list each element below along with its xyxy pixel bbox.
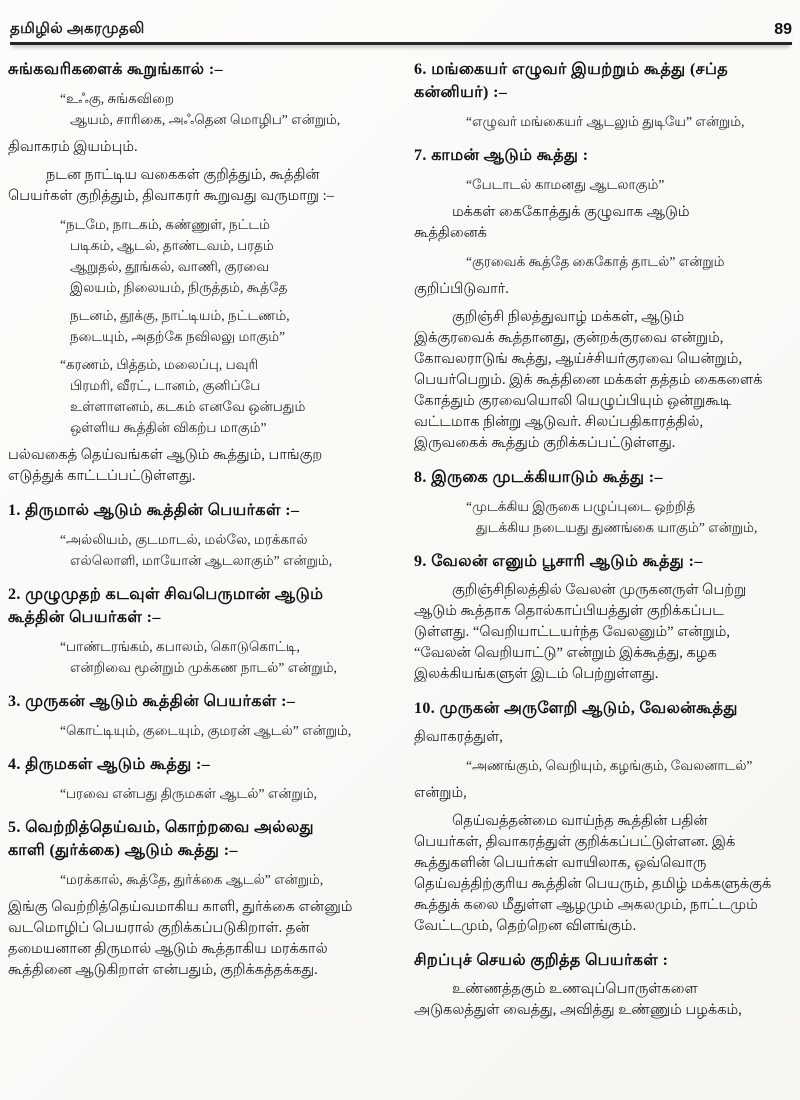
page-number: 89: [774, 21, 792, 38]
quote-line: “நடமே, நாடகம், கண்ணுள், நட்டம்: [60, 217, 271, 232]
body-line: வடமொழிப் பெயரால் குறிக்கப்படுகிறாள். தன்: [8, 920, 310, 936]
body-block: [8, 137, 388, 158]
heading-line: சுங்கவரிகளைக் கூறுங்கால் :–: [8, 61, 224, 78]
heading-block: [8, 58, 388, 81]
heading-block: [8, 583, 388, 629]
quote-line: என்றிவை மூன்றும் முக்கண நாடல்” என்றும்,: [70, 660, 337, 675]
quote-line: நடனம், தூக்கு, நாட்டியம், நட்டணம்,: [70, 308, 290, 323]
body-line: குறிஞ்சி நிலத்துவாழ் மக்கள், ஆடும்: [452, 309, 685, 325]
heading-block: [414, 58, 794, 104]
body-line: தெய்வத்தன்மை வாய்ந்த கூத்தின் பதின்: [452, 813, 708, 829]
heading-block: [8, 816, 388, 862]
quote-block: [414, 755, 794, 776]
heading-line: கூத்தின் பெயர்கள் :–: [8, 609, 161, 626]
heading-line: 6. மங்கையர் எழுவர் இயற்றும் கூத்து (சப்த: [414, 61, 729, 78]
body-line: திவாகரம் இயம்பும்.: [8, 139, 138, 155]
quote-line: துடக்கிய நடையது துணங்கை யாகும்” என்றும்,: [476, 520, 758, 535]
quote-line: ஆறுதல், தூங்கல், வாணி, குரவை: [70, 259, 270, 274]
heading-block: [8, 753, 388, 776]
body-line: இலக்கியங்களுள் இடம் பெற்றுள்ளது.: [414, 666, 659, 682]
quote-line: படிகம், ஆடல், தாண்டவம், பரதம்: [70, 238, 274, 253]
body-line: நடன நாட்டிய வகைகள் குறித்தும், கூத்தின்: [46, 167, 320, 183]
heading-line: 2. முழுமுதற் கடவுள் சிவபெருமான் ஆடும்: [8, 586, 324, 603]
body-line: கூத்துக் கலை மீதுள்ள ஆழமும் அகலமும், நாட்டமும்: [414, 897, 758, 913]
quote-block: [414, 496, 794, 538]
body-line: குறிப்பிடுவார்.: [414, 281, 509, 297]
quote-line: “மரக்கால், கூத்தே, துர்க்கை ஆடல்” என்றும்,: [60, 872, 324, 887]
quote-line: ஒள்ளிய கூத்தின் விகற்ப மாகும்”: [70, 420, 267, 435]
heading-block: [414, 466, 794, 489]
body-block: [8, 445, 388, 487]
body-line: கோவலராடுங் கூத்து, ஆய்ச்சியர்குரவை யென்றும்,: [414, 351, 743, 367]
quote-line: ஆயம், சாரிகை, அஃதென மொழிப” என்றும்,: [70, 112, 341, 127]
quote-line: “முடக்கிய இருகை பழுப்புடை ஒற்றித்: [466, 499, 696, 514]
body-block: [414, 783, 794, 804]
body-line: இக்குரவைக் கூத்தானது, குன்றக்குரவை என்றும்,: [414, 330, 724, 346]
quote-block: [8, 636, 388, 678]
body-line: கூத்துகளின் பெயர்கள் வாயிலாக, ஒவ்வொரு: [414, 855, 707, 871]
heading-line: கன்னியர்) :–: [414, 84, 508, 101]
quote-line: பிரமரி, வீரட், டானம், குனிப்பே: [70, 378, 261, 393]
right-column: [414, 56, 794, 1098]
quote-line: நடையும், அதற்கே நவிலலு மாகும்”: [70, 329, 286, 344]
body-line: அடுகலத்துள் வைத்து, அவித்து உண்ணும் பழக்கம்,: [414, 1002, 742, 1018]
body-line: பெயர்பெறும். இக் கூத்தினை மக்கள் தத்தம் கைகளைக்: [414, 372, 763, 388]
body-line: உண்ணத்தகும் உணவுப்பொருள்களை: [452, 981, 698, 997]
body-line: வேட்டமும், தெற்றென விளங்கும்.: [414, 918, 637, 934]
quote-block: [8, 214, 388, 298]
heading-block: [414, 949, 794, 972]
body-line: திவாகரத்துள்,: [414, 729, 503, 745]
quote-line: “பரவை என்பது திருமகள் ஆடல்” என்றும்,: [60, 786, 318, 801]
body-line: குறிஞ்சிநிலத்தில் வேலன் முருகனருள் பெற்று: [452, 582, 747, 598]
body-block: [414, 727, 794, 748]
quote-block: [8, 354, 388, 438]
quote-line: “பேடாடல் காமனது ஆடலாகும்”: [466, 177, 665, 192]
quote-block: [8, 869, 388, 890]
body-line: பெயர்கள், திவாகரத்துள் குறிக்கப்பட்டுள்ளன. இக்: [414, 834, 736, 850]
heading-line: 5. வெற்றித்தெய்வம், கொற்றவை அல்லது: [8, 819, 314, 836]
body-line: கூத்தினைக்: [414, 225, 487, 241]
heading-line: சிறப்புச் செயல் குறித்த பெயர்கள் :: [414, 952, 669, 969]
heading-block: [414, 697, 794, 720]
heading-block: [8, 499, 388, 522]
quote-line: “குரவைக் கூத்தே கைகோத் தாடல்” என்றும்: [466, 254, 725, 269]
body-line: கோத்தும் குரவையொலி யெழுப்பியும் ஒன்றுகூடி: [414, 393, 732, 409]
quote-line: “எழுவர் மங்கையர் ஆடலும் துடியே” என்றும்,: [466, 114, 745, 129]
heading-block: [414, 144, 794, 167]
text-columns: [8, 56, 794, 1098]
quote-line: உள்ளாளனம், கடகம் எனவே ஒன்பதும்: [70, 399, 306, 414]
quote-block: [414, 251, 794, 272]
quote-line: “அல்லியம், குடமாடல், மல்லே, மரக்கால்: [60, 532, 308, 547]
heading-line: 10. முருகன் அருளேறி ஆடும், வேலன்கூத்து: [414, 700, 738, 717]
body-line: பெயர்கள் குறித்தும், திவாகரர் கூறுவது வருமாறு :–: [8, 188, 334, 204]
heading-line: 9. வேலன் எனும் பூசாரி ஆடும் கூத்து :–: [414, 553, 703, 570]
body-block: [414, 811, 794, 937]
quote-line: “அணங்கும், வெறியும், கழங்கும், வேலனாடல்”: [466, 758, 753, 773]
quote-line: “பாண்டரங்கம், கபாலம், கொடுகொட்டி,: [60, 639, 300, 654]
body-line: ஆடும் கூத்தாக தொல்காப்பியத்துள் குறிக்கப்பட: [414, 603, 724, 619]
quote-line: “கொட்டியும், குடையும், குமரன் ஆடல்” என்றும்,: [60, 723, 352, 738]
body-line: தெய்வத்திற்குரிய கூத்தின் பெயரும், தமிழ் மக்களுக்குக்: [414, 876, 772, 892]
running-title: தமிழில் அகரமுதலி: [10, 21, 145, 37]
heading-line: 3. முருகன் ஆடும் கூத்தின் பெயர்கள் :–: [8, 693, 296, 710]
body-line: தமையனான திருமால் ஆடும் கூத்தாகிய மரக்கால்: [8, 941, 328, 957]
quote-block: [414, 111, 794, 132]
body-block: [414, 202, 794, 244]
quote-line: “கரணம், பித்தம், மலைப்பு, பவுரி: [60, 357, 259, 372]
quote-block: [8, 305, 388, 347]
body-line: மக்கள் கைகோத்துக் குழுவாக ஆடும்: [452, 204, 690, 220]
body-line: இருவகைக் கூத்தும் குறிக்கப்பட்டுள்ளது.: [414, 435, 676, 451]
body-line: கூத்தினை ஆடுகிறாள் என்பதும், குறிக்கத்தக்கது.: [8, 962, 318, 978]
body-block: [414, 979, 794, 1021]
quote-line: “உஃகு, சுங்கவிறை: [60, 91, 175, 106]
body-line: பல்வகைத் தெய்வங்கள் ஆடும் கூத்தும், பாங்குற: [8, 447, 323, 463]
body-line: எடுத்துக் காட்டப்பட்டுள்ளது.: [8, 468, 196, 484]
quote-block: [8, 720, 388, 741]
quote-block: [414, 174, 794, 195]
left-column: [8, 56, 388, 1098]
quote-line: இலயம், நிலையம், நிருத்தம், கூத்தே: [70, 280, 288, 295]
heading-line: 7. காமன் ஆடும் கூத்து :: [414, 147, 589, 164]
page-header: [10, 20, 792, 45]
body-line: டுள்ளது. “வெறியாட்டயர்ந்த வேலனும்” என்றும்,: [414, 624, 731, 640]
body-block: [8, 165, 388, 207]
heading-line: 4. திருமகள் ஆடும் கூத்து :–: [8, 756, 211, 773]
quote-block: [8, 529, 388, 571]
heading-line: 8. இருகை முடக்கியாடும் கூத்து :–: [414, 469, 663, 486]
body-block: [414, 279, 794, 300]
heading-line: 1. திருமால் ஆடும் கூத்தின் பெயர்கள் :–: [8, 502, 300, 519]
quote-block: [8, 783, 388, 804]
quote-line: எல்லொளி, மாயோன் ஆடலாகும்” என்றும்,: [70, 553, 333, 568]
body-line: வட்டமாக நின்று ஆடுவர். சிலப்பதிகாரத்தில்,: [414, 414, 704, 430]
heading-block: [414, 550, 794, 573]
body-line: இங்கு வெற்றித்தெய்வமாகிய காளி, துர்க்கை என்னும்: [8, 899, 353, 915]
quote-block: [8, 88, 388, 130]
body-line: “வேலன் வெறியாட்டு” என்றும் இக்கூத்து, கழக: [414, 645, 717, 661]
heading-block: [8, 690, 388, 713]
heading-line: காளி (துர்க்கை) ஆடும் கூத்து :–: [8, 842, 238, 859]
body-block: [414, 580, 794, 685]
body-block: [8, 897, 388, 981]
body-line: என்றும்,: [414, 785, 467, 801]
body-block: [414, 307, 794, 454]
